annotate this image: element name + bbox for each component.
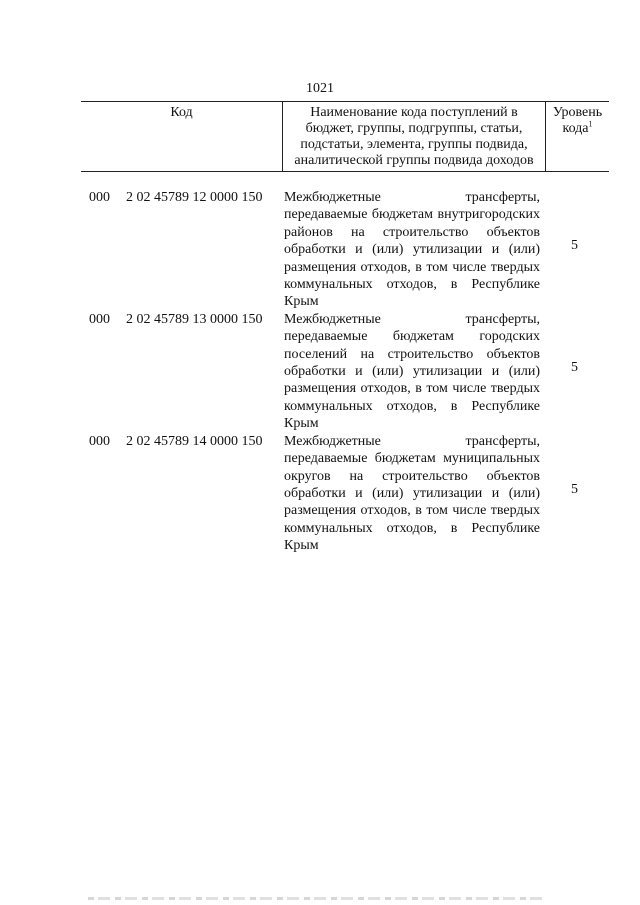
- header-name: Наименование кода поступлений в бюджет, группы, подгруппы, статьи, подстатьи, элемента, группы подвида, аналитической группы подвида доходов: [283, 102, 546, 172]
- scan-artifact: [88, 897, 544, 900]
- revenue-name: Межбюджетные трансферты, передаваемые бюджетам муниципальных округов на строительство объектов обработки и (или) утилизации и (или) размещения отходов, в том числе твердых коммунальных отходов, в Республике Крым: [284, 433, 540, 554]
- header-level-label: Уровень кода: [552, 105, 603, 136]
- code-level-value: 5: [571, 481, 578, 497]
- code-level: [540, 433, 609, 555]
- admin-code: 000: [89, 190, 110, 205]
- revenue-code: 2 02 45789 13 0000 150: [126, 311, 263, 327]
- table-row: [81, 433, 609, 555]
- code-level: [540, 311, 609, 433]
- revenue-code: 2 02 45789 12 0000 150: [126, 190, 263, 205]
- table-row: [81, 311, 609, 433]
- admin-code: 000: [89, 433, 110, 449]
- row-code-cell: [81, 189, 282, 311]
- header-level: [546, 102, 610, 172]
- admin-code: 000: [89, 311, 110, 327]
- row-code-cell: [81, 311, 282, 433]
- revenue-name: Межбюджетные трансферты, передаваемые бюджетам городских поселений на строительство объектов обработки и (или) утилизации и (или) размещения отходов, в том числе твердых коммунальных отходов, в Республике Крым: [284, 311, 540, 432]
- revenue-code: 2 02 45789 14 0000 150: [126, 433, 263, 449]
- row-code-cell: [81, 433, 282, 555]
- code-level-value: 5: [571, 238, 578, 254]
- header-level-footnote: 1: [588, 119, 593, 129]
- table-header: [81, 101, 609, 172]
- header-code: Код: [81, 102, 283, 172]
- revenue-name: Межбюджетные трансферты, передаваемые бюджетам внутригородских районов на строительство объектов обработки и (или) утилизации и (или) размещения отходов, в том числе твердых коммунальных отходов, в Республике Крым: [284, 190, 540, 310]
- code-level: [540, 189, 609, 311]
- page-number: 1021: [306, 81, 334, 96]
- code-level-value: 5: [571, 360, 578, 376]
- table-body: [81, 189, 609, 555]
- table-row: [81, 189, 609, 311]
